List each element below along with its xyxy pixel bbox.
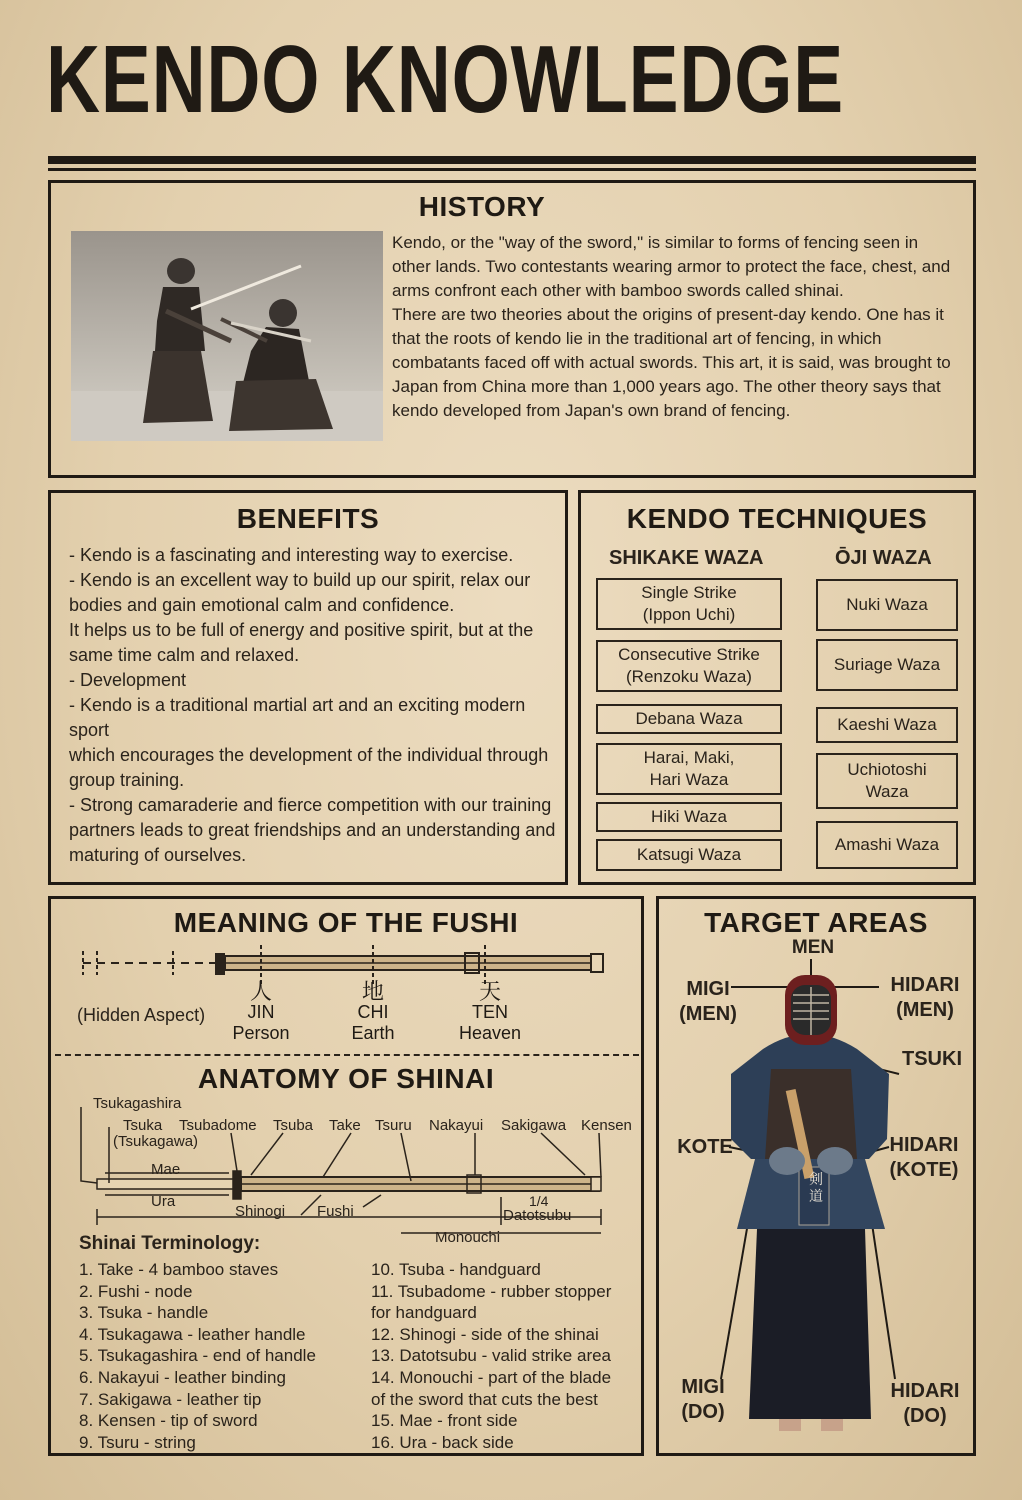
term-item: 4. Tsukagawa - leather handle [79,1324,306,1344]
terminology-left [79,1259,316,1453]
label-tsuka: Tsuka [123,1117,163,1134]
target-hidari-men: HIDARI (MEN) [890,974,960,1021]
fushi-romaji: CHI [357,1002,389,1022]
technique-box: Kaeshi Waza [816,707,958,743]
technique-box: Consecutive Strike (Renzoku Waza) [596,640,782,692]
label-quarter: 1/4 [529,1193,549,1209]
benefit-line: - Kendo is a fascinating and interesting way to exercise. [69,545,514,565]
page-title: KENDO KNOWLEDGE [46,26,844,133]
section-divider [55,1054,639,1056]
label-kensen: Kensen [581,1117,632,1134]
technique-box: Suriage Waza [816,639,958,691]
history-panel [48,180,976,478]
label-shinogi: Shinogi [235,1203,286,1220]
title-rule [48,156,976,164]
term-item: 3. Tsuka - handle [79,1303,209,1323]
term-item: 14. Monouchi - part of the blade [371,1367,612,1387]
fushi-romaji: JIN [247,1002,275,1022]
target-tsuki: TSUKI [902,1048,962,1070]
fushi-kanji: 天 [478,979,501,1004]
history-paragraph: Kendo, or the "way of the sword," is similar to forms of fencing seen in other lands. Two contestants wearing armor to protect the face, chest, and arms confront each other with bamboo swords called shinai. [392,233,951,300]
benefit-line: - Kendo is a traditional martial art and an exciting modern sport [69,695,526,740]
fushi-point-chi [333,981,413,1044]
label-nakayui: Nakayui [429,1117,484,1134]
fushi-meaning: Earth [351,1023,395,1043]
benefit-line: It helps us to be full of energy and positive spirit, but at the same time calm and relaxed. [69,620,534,665]
history-text [392,231,960,423]
technique-box: Katsugi Waza [596,839,782,871]
term-item: 8. Kensen - tip of sword [79,1411,258,1431]
term-item: 5. Tsukagashira - end of handle [79,1346,316,1366]
label-mae: Mae [151,1161,181,1178]
term-item: 10. Tsuba - handguard [371,1260,541,1279]
label-tsukagashira: Tsukagashira [93,1095,182,1112]
benefit-line: which encourages the development of the individual through group training. [69,745,549,790]
label-sakigawa: Sakigawa [501,1117,567,1134]
oji-heading: ŌJI WAZA [835,547,932,569]
benefits-heading: BENEFITS [236,503,380,534]
term-item: 2. Fushi - node [79,1281,193,1301]
term-item: 13. Datotsubu - valid strike area [371,1346,612,1366]
technique-box: Uchiotoshi Waza [816,753,958,809]
tare-text: 剣道 [809,1171,823,1204]
history-paragraph: There are two theories about the origins of present-day kendo. One has it that the roots of kendo lie in the traditional art of fencing, in which combatants faced off with actual swords. This art, it is said, was brought to Japan from China more than 1,000 years ago. The other theory says that kendo developed from Japan's own brand of fencing. [392,305,951,420]
target-hidari-do: HIDARI (DO) [890,1380,960,1427]
benefit-line: - Strong camaraderie and fierce competition with our training partners leads to great friendships and an understanding and maturing of ourselves. [69,795,556,865]
term-item: of the sword that cuts the best [371,1389,598,1409]
anatomy-heading: ANATOMY OF SHINAI [197,1063,495,1094]
term-item: 15. Mae - front side [371,1411,518,1431]
technique-box: Debana Waza [596,704,782,734]
term-item: 9. Tsuru - string [79,1432,196,1452]
fushi-heading: MEANING OF THE FUSHI [173,907,519,938]
history-heading: HISTORY [418,191,546,222]
label-tsukagawa: (Tsukagawa) [113,1133,199,1150]
target-men: MEN [791,937,835,958]
fushi-meaning: Person [232,1023,290,1043]
label-take: Take [329,1117,361,1134]
targets-heading: TARGET AREAS [704,907,928,938]
label-tsuba: Tsuba [273,1117,314,1134]
technique-box: Hiki Waza [596,802,782,832]
target-hidari-kote: HIDARI (KOTE) [889,1134,959,1181]
target-migi-men: MIGI (MEN) [679,978,737,1025]
technique-box: Nuki Waza [816,579,958,631]
technique-box: Amashi Waza [816,821,958,869]
kendo-photo [71,231,383,441]
fushi-kanji: 地 [361,979,384,1004]
label-tsubadome: Tsubadome [179,1117,257,1134]
shikake-heading: SHIKAKE WAZA [609,547,764,569]
label-fushi: Fushi [317,1203,354,1220]
benefits-panel [48,490,568,885]
term-item: 16. Ura - back side [371,1432,514,1452]
hidden-aspect-label: (Hidden Aspect) [77,1005,206,1025]
term-item: 12. Shinogi - side of the shinai [371,1324,599,1344]
fushi-point-jin [221,981,301,1044]
target-migi-do: MIGI (DO) [681,1376,725,1423]
targets-panel [656,896,976,1456]
benefit-line: - Kendo is an excellent way to build up our spirit, relax our bodies and gain emotional calm and confidence. [69,570,531,615]
fushi-meaning: Heaven [458,1023,522,1043]
technique-box: Harai, Maki, Hari Waza [596,743,782,795]
label-tsuru: Tsuru [375,1117,412,1134]
term-item: 7. Sakigawa - leather tip [79,1389,262,1409]
term-item: 6. Nakayui - leather binding [79,1367,286,1387]
techniques-heading: KENDO TECHNIQUES [626,503,928,534]
label-datotsubu: Datotsubu [503,1207,572,1224]
shinai-panel [48,896,644,1456]
technique-box: Single Strike (Ippon Uchi) [596,578,782,630]
benefit-line: - Development [69,670,187,690]
title-rule-thin [48,168,976,171]
fushi-point-ten [445,981,535,1044]
term-item: 11. Tsubadome - rubber stopper [371,1281,612,1301]
techniques-panel [578,490,976,885]
label-ura: Ura [151,1193,176,1210]
term-item: 1. Take - 4 bamboo staves [79,1260,279,1279]
terminology-right [371,1259,611,1453]
terminology-heading: Shinai Terminology: [79,1233,261,1254]
fushi-kanji: 人 [249,979,272,1004]
term-item: for handguard [371,1303,477,1323]
benefits-text [69,543,561,868]
label-monouchi: Monouchi [435,1229,501,1246]
target-kote: KOTE [677,1136,733,1158]
fushi-romaji: TEN [472,1002,508,1022]
